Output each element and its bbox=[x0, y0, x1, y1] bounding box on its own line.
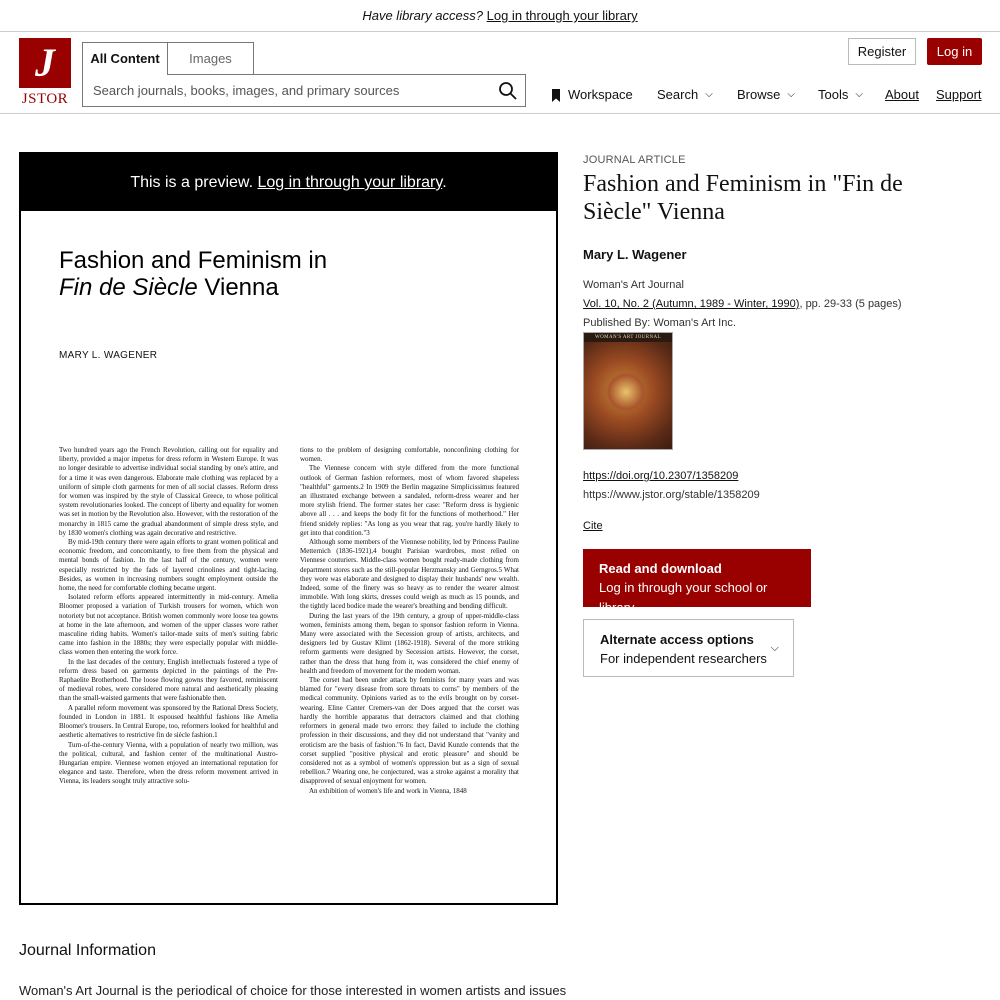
journal-info-heading: Journal Information bbox=[19, 942, 156, 959]
cite-link[interactable]: Cite bbox=[583, 520, 603, 532]
preview-login-link[interactable]: Log in through your library bbox=[257, 174, 443, 191]
read-and-download-button[interactable] bbox=[583, 549, 811, 615]
chevron-down-icon: ⌵ bbox=[855, 89, 863, 100]
tab-all-content[interactable]: All Content bbox=[82, 42, 168, 75]
paragraph: In the last decades of the century, English intellectuals fostered a type of reform dress based on garments depicted in the paintings of the Pre-Raphaelite Brotherhood. The loose flowing gowns they favored, reminiscent of medieval robes, were considered more natural and aesthetically pleasing than the small-waisted garments that were fashionable then. bbox=[59, 657, 278, 703]
journal-name: Woman's Art Journal bbox=[583, 279, 684, 291]
paragraph: tions to the problem of designing comfortable, nonconfining clothing for women. bbox=[300, 446, 519, 464]
page-author: MARY L. WAGENER bbox=[59, 350, 158, 361]
search-input[interactable] bbox=[83, 75, 483, 106]
article-author: Mary L. Wagener bbox=[583, 247, 687, 262]
paragraph: The corset had been under attack by feminists for many years and was blamed for "every disease from sore throats to corns" by members of the medical community. Opinions varied as to the evils brought on by corset-wearing. Eline Canter Cremers-van der Does argued that the corset was hardly the horrible apparatus that detractors claimed and that clothing reformers in general made two errors: they failed to include the clothing profession in their discussions, and they did not understand that "vanity and eroticism are the basis of fashion."6 In fact, David Kunzle contends that the corset supplied "positive physical and erotic pleasure" and should be considered not as a symbol of women's oppression but as a sign of sexual rebellion.7 Wearing one, he conjectured, was a stroke against a morality that disapproved of sexual enjoyment for women. bbox=[300, 676, 519, 786]
paragraph: Two hundred years ago the French Revolution, calling out for equality and liberty, provided a major impetus for dress reform in Western Europe. It was no longer desirable to advertise individual social standing by one's attire, and for a time it was even dangerous. Elaborate male clothing was replaced by a uniform of simple cloth garments for men of all social classes. Reform dress for women was inspired by the style of Classical Greece, to whose political system revolutionaries looked. The concept of liberty and equality for women was set in motion by the Revolution also. However, with the restoration of the monarchy in 1815 came the gradual abandonment of simple dress style, and by 1830 women's clothing was again decorative and restrictive. bbox=[59, 446, 278, 537]
read-title: Read and download bbox=[599, 561, 722, 576]
journal-cover-image[interactable] bbox=[583, 332, 673, 450]
page-column-left bbox=[59, 446, 278, 787]
doi-link[interactable]: https://doi.org/10.2307/1358209 bbox=[583, 470, 739, 482]
paragraph: The Viennese concern with style differed from the more functional outlook of German fashion reformers, most of whom favored shapeless "healthful" garments.2 In 1909 the Berlin magazine Simplicissimus featured an illustrated exchange between a sandaled, reform-dress wearer and her more stylish friend. The former states her case: "Reform dress is hygienic above all . . . and keeps the body fit for the functions of motherhood." Her friend snidely replies: "As long as you wear that rag, you're hardly likely to get into that condition."3 bbox=[300, 464, 519, 537]
page-title-italic: Fin de Siècle bbox=[59, 274, 198, 301]
library-access-banner bbox=[0, 0, 1000, 32]
preview-prefix: This is a preview. bbox=[130, 174, 254, 191]
nav-search-label: Search bbox=[657, 87, 699, 102]
alt-title: Alternate access options bbox=[600, 632, 754, 647]
logo-wordmark: JSTOR bbox=[21, 91, 69, 107]
alt-subtitle: For independent researchers bbox=[600, 651, 767, 666]
volume-info bbox=[583, 298, 902, 310]
preview-bar bbox=[21, 154, 556, 211]
jstor-logo[interactable] bbox=[19, 38, 71, 110]
preview-suffix: . bbox=[442, 174, 447, 191]
search-bar bbox=[82, 74, 526, 107]
page-column-right bbox=[300, 446, 519, 796]
page-title bbox=[59, 247, 327, 301]
nav-search[interactable] bbox=[657, 85, 713, 105]
banner-login-link[interactable]: Log in through your library bbox=[486, 8, 638, 23]
nav-workspace-label: Workspace bbox=[568, 87, 633, 102]
paragraph: Isolated reform efforts appeared intermittently in mid-century. Amelia Bloomer proposed a variation of Turkish trousers for women, which won notoriety but not acceptance. British women commonly wore loose tea gowns at home in the late afternoon, and women of the upper classes wore rather masculine riding habits. Women's tailor-made suits of men's suiting fabric came into fashion in the 1880s; they were especially popular with middle-class women then entering the work force. bbox=[59, 593, 278, 657]
banner-prefix: Have library access? bbox=[362, 8, 483, 23]
read-subtitle: Log in through your school or library bbox=[599, 580, 768, 615]
nav-browse[interactable] bbox=[737, 85, 795, 105]
chevron-down-icon: ⌵ bbox=[787, 89, 795, 100]
register-button[interactable]: Register bbox=[848, 38, 916, 65]
tab-images[interactable]: Images bbox=[168, 42, 254, 75]
nav-workspace[interactable] bbox=[551, 85, 633, 105]
paragraph: A parallel reform movement was sponsored by the Rational Dress Society, founded in London in 1881. It espoused healthful fashions like Amelia Bloomer's trousers. In Central Europe, too, reformers looked for healthful and aesthetic alternatives to restrictive fin de siècle fashion.1 bbox=[59, 703, 278, 740]
nav-about[interactable]: About bbox=[885, 87, 919, 102]
paragraph: By mid-19th century there were again efforts to grant women political and economic freedom, and concomitantly, to free them from the physical and mental bonds of fashion. In the last half of the century, women were especially restricted by the fads of layered crinolines and tight-lacing. Besides, as women in increasing numbers sought employment outside the home, the need for comfortable clothing became urgent. bbox=[59, 538, 278, 593]
login-button[interactable]: Log in bbox=[927, 38, 982, 65]
publisher: Published By: Woman's Art Inc. bbox=[583, 317, 736, 329]
cover-title: WOMAN'S ART JOURNAL bbox=[584, 333, 672, 342]
paragraph: During the last years of the 19th century, a group of upper-middle-class women, feminists among them, began to sponsor fashion reform in Vienna. Many were associated with the Secession group of artists, architects, and designers led by Gustav Klimt (1862-1918). Several of the more striking reform garments were designed by Secession artists. However, the corset, rather than the dress that hung from it, was considered the chief enemy of health and freedom of movement for the modern woman. bbox=[300, 611, 519, 675]
stable-url: https://www.jstor.org/stable/1358209 bbox=[583, 489, 760, 501]
nav-browse-label: Browse bbox=[737, 87, 781, 102]
page-title-rest: Vienna bbox=[197, 274, 279, 301]
paragraph: Turn-of-the-century Vienna, with a population of nearly two million, was the political, cultural, and fashion center of the multinational Austro-Hungarian empire. Viennese women enjoyed an international reputation for elegance and taste. Therefore, when the dress reform movement arrived in Vienna, its leaders sought truly attractive solu- bbox=[59, 740, 278, 786]
nav-tools[interactable] bbox=[818, 85, 863, 105]
chevron-down-icon: ⌵ bbox=[705, 89, 713, 100]
nav-tools-label: Tools bbox=[818, 87, 849, 102]
chevron-down-icon: ⌵ bbox=[770, 642, 779, 654]
article-preview bbox=[19, 152, 558, 905]
nav-support[interactable]: Support bbox=[936, 87, 982, 102]
paragraph: Although some members of the Viennese nobility, led by Princess Pauline Metternich (1836-1921),4 bought Parisian wardrobes, most relied on Viennese couturiers. Middle-class women bought ready-made clothing from department stores such as the still-popular Herzmansky and Gerngros.5 What they wore was elaborate and designed to display their husbands' new wealth. Indeed, some of the finery was so heavy as to render the wearer almost immobile. With long skirts, dresses could weigh as much as 15 pounds, and the tightly laced bodice made the wearer's breathing and bending difficult. bbox=[300, 538, 519, 611]
paragraph: An exhibition of women's life and work in Vienna, 1848 bbox=[309, 786, 467, 795]
bookmark-icon bbox=[551, 89, 561, 102]
journal-info-text: Woman's Art Journal is the periodical of choice for those interested in women artists and issues bbox=[19, 983, 567, 998]
logo-mark: J bbox=[19, 38, 71, 88]
page-range: , pp. 29-33 (5 pages) bbox=[799, 298, 902, 310]
page-title-line2 bbox=[59, 274, 327, 301]
volume-link[interactable]: Vol. 10, No. 2 (Autumn, 1989 - Winter, 1990) bbox=[583, 298, 800, 310]
page-title-line1: Fashion and Feminism in bbox=[59, 247, 328, 274]
search-icon[interactable] bbox=[498, 81, 518, 101]
alternate-access-options[interactable] bbox=[583, 619, 794, 677]
cover-artwork bbox=[584, 342, 672, 450]
content-type: JOURNAL ARTICLE bbox=[583, 154, 686, 166]
site-header bbox=[0, 32, 1000, 114]
article-title: Fashion and Feminism in "Fin de Siècle" Vienna bbox=[583, 171, 903, 225]
